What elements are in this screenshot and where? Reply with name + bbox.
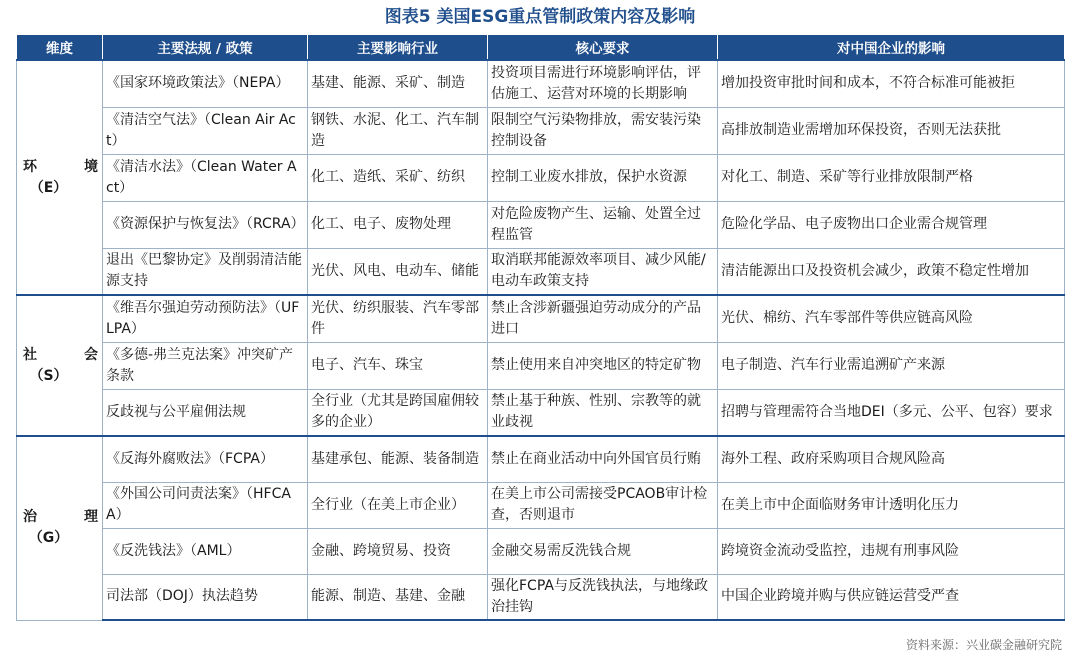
dimension-governance: 治 理 （G） <box>17 436 103 620</box>
requirement-cell: 取消联邦能源效率项目、减少风能/电动车政策支持 <box>488 248 718 295</box>
table-title: 图表5 美国ESG重点管制政策内容及影响 <box>384 7 696 27</box>
law-cell: 《清洁空气法》（Clean Air Act） <box>103 107 308 154</box>
source-note: 资料来源：兴业碳金融研究院 <box>905 638 1062 652</box>
industry-cell: 全行业（在美上市企业） <box>308 482 488 528</box>
industry-cell: 钢铁、水泥、化工、汽车制造 <box>308 107 488 154</box>
requirement-cell: 控制工业废水排放，保护水资源 <box>488 154 718 201</box>
law-cell: 退出《巴黎协定》及削弱清洁能源支持 <box>103 248 308 295</box>
table-row <box>17 60 1065 107</box>
requirement-cell: 金融交易需反洗钱合规 <box>488 528 718 574</box>
law-cell: 《资源保护与恢复法》（RCRA） <box>103 201 308 248</box>
table-row <box>17 201 1065 248</box>
requirement-cell: 禁止含涉新疆强迫劳动成分的产品进口 <box>488 295 718 342</box>
table-row <box>17 436 1065 482</box>
law-cell: 《外国公司问责法案》（HFCAA） <box>103 482 308 528</box>
industry-cell: 光伏、风电、电动车、储能 <box>308 248 488 295</box>
law-cell: 《维吾尔强迫劳动预防法》（UFLPA） <box>103 295 308 342</box>
law-cell: 《多德-弗兰克法案》冲突矿产条款 <box>103 342 308 389</box>
impact-cell: 光伏、棉纺、汽车零部件等供应链高风险 <box>718 295 1065 342</box>
impact-cell: 电子制造、汽车行业需追溯矿产来源 <box>718 342 1065 389</box>
impact-cell: 增加投资审批时间和成本，不符合标准可能被拒 <box>718 60 1065 107</box>
table-row <box>17 248 1065 295</box>
table-row <box>17 574 1065 620</box>
header-industry: 主要影响行业 <box>308 35 488 61</box>
table-row <box>17 482 1065 528</box>
impact-cell: 高排放制造业需增加环保投资，否则无法获批 <box>718 107 1065 154</box>
industry-cell: 能源、制造、基建、金融 <box>308 574 488 620</box>
table-row <box>17 107 1065 154</box>
header-dimension: 维度 <box>17 35 103 61</box>
table-row <box>17 154 1065 201</box>
industry-cell: 金融、跨境贸易、投资 <box>308 528 488 574</box>
table-row <box>17 342 1065 389</box>
requirement-cell: 对危险废物产生、运输、处置全过程监管 <box>488 201 718 248</box>
law-cell: 《反海外腐败法》（FCPA） <box>103 436 308 482</box>
esg-policy-table <box>16 34 1065 621</box>
law-cell: 《国家环境政策法》（NEPA） <box>103 60 308 107</box>
requirement-cell: 限制空气污染物排放，需安装污染控制设备 <box>488 107 718 154</box>
industry-cell: 化工、电子、废物处理 <box>308 201 488 248</box>
header-requirement: 核心要求 <box>488 35 718 61</box>
impact-cell: 清洁能源出口及投资机会减少，政策不稳定性增加 <box>718 248 1065 295</box>
law-cell: 《清洁水法》（Clean Water Act） <box>103 154 308 201</box>
impact-cell: 对化工、制造、采矿等行业排放限制严格 <box>718 154 1065 201</box>
industry-cell: 全行业（尤其是跨国雇佣较多的企业） <box>308 389 488 436</box>
impact-cell: 招聘与管理需符合当地DEI（多元、公平、包容）要求 <box>718 389 1065 436</box>
industry-cell: 化工、造纸、采矿、纺织 <box>308 154 488 201</box>
header-impact: 对中国企业的影响 <box>718 35 1065 61</box>
requirement-cell: 在美上市公司需接受PCAOB审计检查，否则退市 <box>488 482 718 528</box>
requirement-cell: 禁止使用来自冲突地区的特定矿物 <box>488 342 718 389</box>
requirement-cell: 禁止在商业活动中向外国官员行贿 <box>488 436 718 482</box>
impact-cell: 跨境资金流动受监控，违规有刑事风险 <box>718 528 1065 574</box>
industry-cell: 基建承包、能源、装备制造 <box>308 436 488 482</box>
dimension-environment: 环 境 （E） <box>17 60 103 295</box>
requirement-cell: 强化FCPA与反洗钱执法，与地缘政治挂钩 <box>488 574 718 620</box>
requirement-cell: 禁止基于种族、性别、宗教等的就业歧视 <box>488 389 718 436</box>
table-row <box>17 389 1065 436</box>
dimension-social: 社 会 （S） <box>17 295 103 436</box>
header-law: 主要法规 / 政策 <box>103 35 308 61</box>
impact-cell: 海外工程、政府采购项目合规风险高 <box>718 436 1065 482</box>
industry-cell: 光伏、纺织服装、汽车零部件 <box>308 295 488 342</box>
requirement-cell: 投资项目需进行环境影响评估，评估施工、运营对环境的长期影响 <box>488 60 718 107</box>
law-cell: 《反洗钱法》（AML） <box>103 528 308 574</box>
impact-cell: 危险化学品、电子废物出口企业需合规管理 <box>718 201 1065 248</box>
impact-cell: 中国企业跨境并购与供应链运营受严查 <box>718 574 1065 620</box>
law-cell: 反歧视与公平雇佣法规 <box>103 389 308 436</box>
industry-cell: 基建、能源、采矿、制造 <box>308 60 488 107</box>
industry-cell: 电子、汽车、珠宝 <box>308 342 488 389</box>
table-row <box>17 295 1065 342</box>
law-cell: 司法部（DOJ）执法趋势 <box>103 574 308 620</box>
table-row <box>17 528 1065 574</box>
header-row <box>17 35 1065 61</box>
impact-cell: 在美上市中企面临财务审计透明化压力 <box>718 482 1065 528</box>
